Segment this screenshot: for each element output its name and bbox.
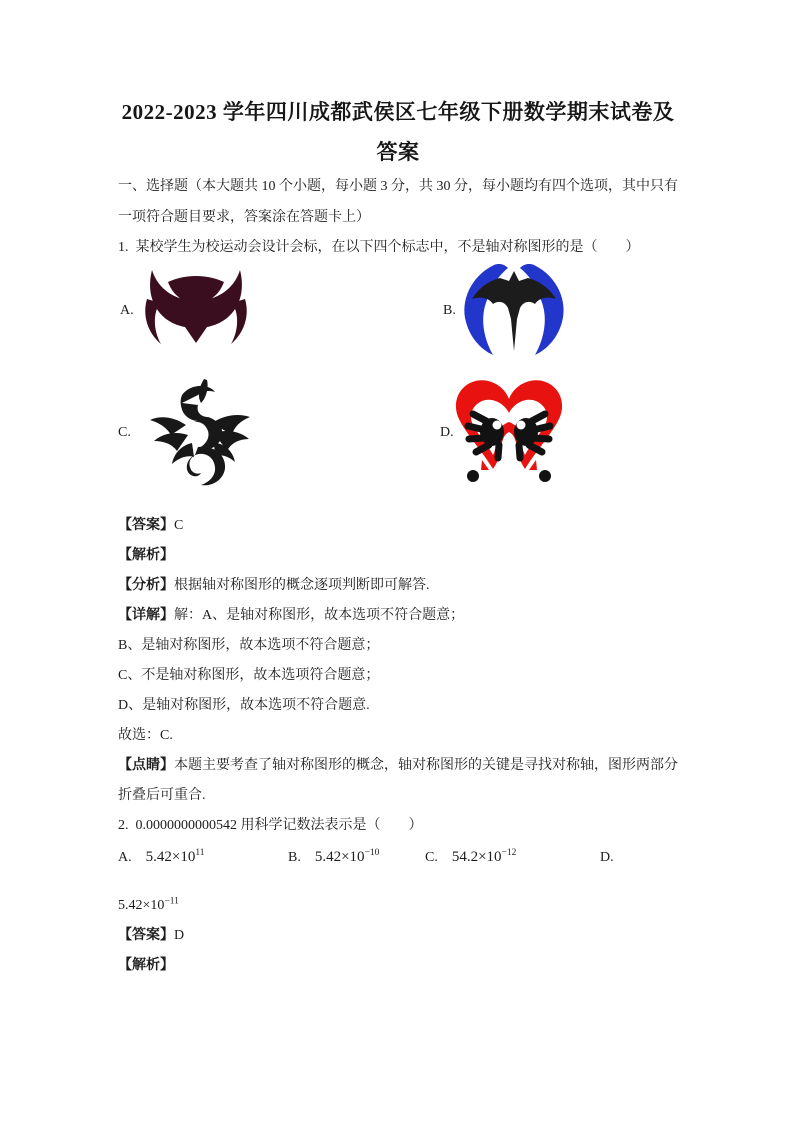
q2-option-b-base: 5.42×10 (314, 849, 365, 865)
q2-option-b-exp: −10 (364, 848, 380, 858)
q1-option-images (118, 263, 678, 511)
q1-analysis-header (118, 541, 678, 571)
q2-option-a-exp: 11 (195, 848, 205, 858)
tribal-dragon-emblem (146, 377, 258, 489)
answer-label: 【答案】 (118, 518, 174, 533)
horned-crescent-emblem (140, 265, 252, 351)
q2-option-d-label: D. (600, 850, 614, 865)
answer-value: C (174, 518, 184, 533)
tip-label: 【点睛】 (118, 758, 174, 773)
document-content (118, 0, 678, 981)
left-dot (467, 470, 479, 482)
q2-analysis-header-label: 【解析】 (118, 958, 174, 973)
title-line-2: 答案 (376, 140, 420, 164)
right-dot (539, 470, 551, 482)
q1-option-d-label: D. (440, 425, 454, 440)
q2-option-b-value (315, 849, 380, 865)
q1-tip-line-2: 折叠后可重合. (118, 788, 206, 803)
dragon-head (181, 386, 215, 421)
q2-answer-label: 【答案】 (118, 928, 174, 943)
right-wedge (529, 460, 537, 470)
q1-tip-line-1 (118, 751, 678, 781)
left-wing (464, 264, 508, 355)
q1-detail-c: C、不是轴对称图形，故本选项符合题意； (118, 668, 380, 683)
q2-answer-value: D (174, 928, 185, 943)
q1-detail-b: B、是轴对称图形，故本选项不符合题意； (118, 638, 380, 653)
q2-option-c-label: C. (425, 850, 438, 865)
detail-label: 【详解】 (118, 608, 174, 623)
q2-option-a-label: A. (118, 850, 132, 865)
q1-conclusion: 故选：C. (118, 728, 173, 743)
q2-answer (118, 921, 678, 951)
jester-dots (467, 470, 551, 482)
q2-option-d (600, 849, 628, 866)
q2-option-a-value (146, 849, 205, 865)
analysis-text: 根据轴对称图形的概念逐项判断即可解答. (174, 578, 430, 593)
q1-option-a-label: A. (120, 303, 134, 318)
q2-option-a-base: 5.42×10 (145, 849, 196, 865)
emblem-a-shapes (145, 270, 247, 344)
page-title (118, 92, 678, 172)
q1-detail-a (118, 601, 678, 631)
heart-hands-emblem (452, 375, 566, 487)
q2-option-c-base: 54.2×10 (451, 849, 502, 865)
q1-stem: 1. 某校学生为校运动会设计会标，在以下四个标志中，不是轴对称图形的是（ ） (118, 240, 640, 255)
title-line-1: 2022-2023 学年四川成都武侯区七年级下册数学期末试卷及 (121, 100, 675, 124)
q2-option-c-exp: −12 (501, 848, 517, 858)
q2-option-b (288, 849, 379, 866)
left-blade-1 (150, 417, 186, 435)
analysis-header-label: 【解析】 (118, 548, 174, 563)
q2-analysis-header (118, 951, 678, 981)
q2-option-d-cont-base: 5.42×10 (118, 898, 165, 913)
emblem-c-shapes (150, 379, 250, 485)
q2-option-d-continuation (118, 891, 678, 921)
right-wing (520, 264, 564, 355)
q2-option-a (118, 849, 205, 866)
q1-analysis (118, 571, 678, 601)
section-header-line-1: 一、选择题（本大题共 10 个小题，每小题 3 分，共 30 分，每小题均有四个选项，其中只有 (118, 179, 678, 194)
q1-option-b-label: B. (443, 303, 456, 318)
detail-text: 解：A、是轴对称图形，故本选项不符合题意； (174, 608, 465, 623)
left-palm-dot (493, 421, 502, 430)
q1-option-c-label: C. (118, 425, 131, 440)
left-wedge (481, 460, 489, 470)
analysis-label: 【分析】 (118, 578, 174, 593)
right-palm-dot (517, 421, 526, 430)
q2-option-b-label: B. (288, 850, 301, 865)
q2-stem: 2. 0.0000000000542 用科学记数法表示是（ ） (118, 818, 423, 833)
q1-detail-d: D、是轴对称图形，故本选项不符合题意. (118, 698, 370, 713)
q2-option-c-value (452, 849, 517, 865)
bat-wings-emblem (458, 263, 570, 355)
q2-option-d-cont-exp: −11 (164, 896, 179, 907)
q1-answer (118, 511, 678, 541)
q2-option-c (425, 849, 516, 866)
section-header-line-2: 一项符合题目要求，答案涂在答题卡上） (118, 210, 370, 225)
q2-options-row (118, 841, 678, 891)
tip-text: 本题主要考查了轴对称图形的概念，轴对称图形的关键是寻找对称轴，图形两部分 (174, 758, 678, 773)
